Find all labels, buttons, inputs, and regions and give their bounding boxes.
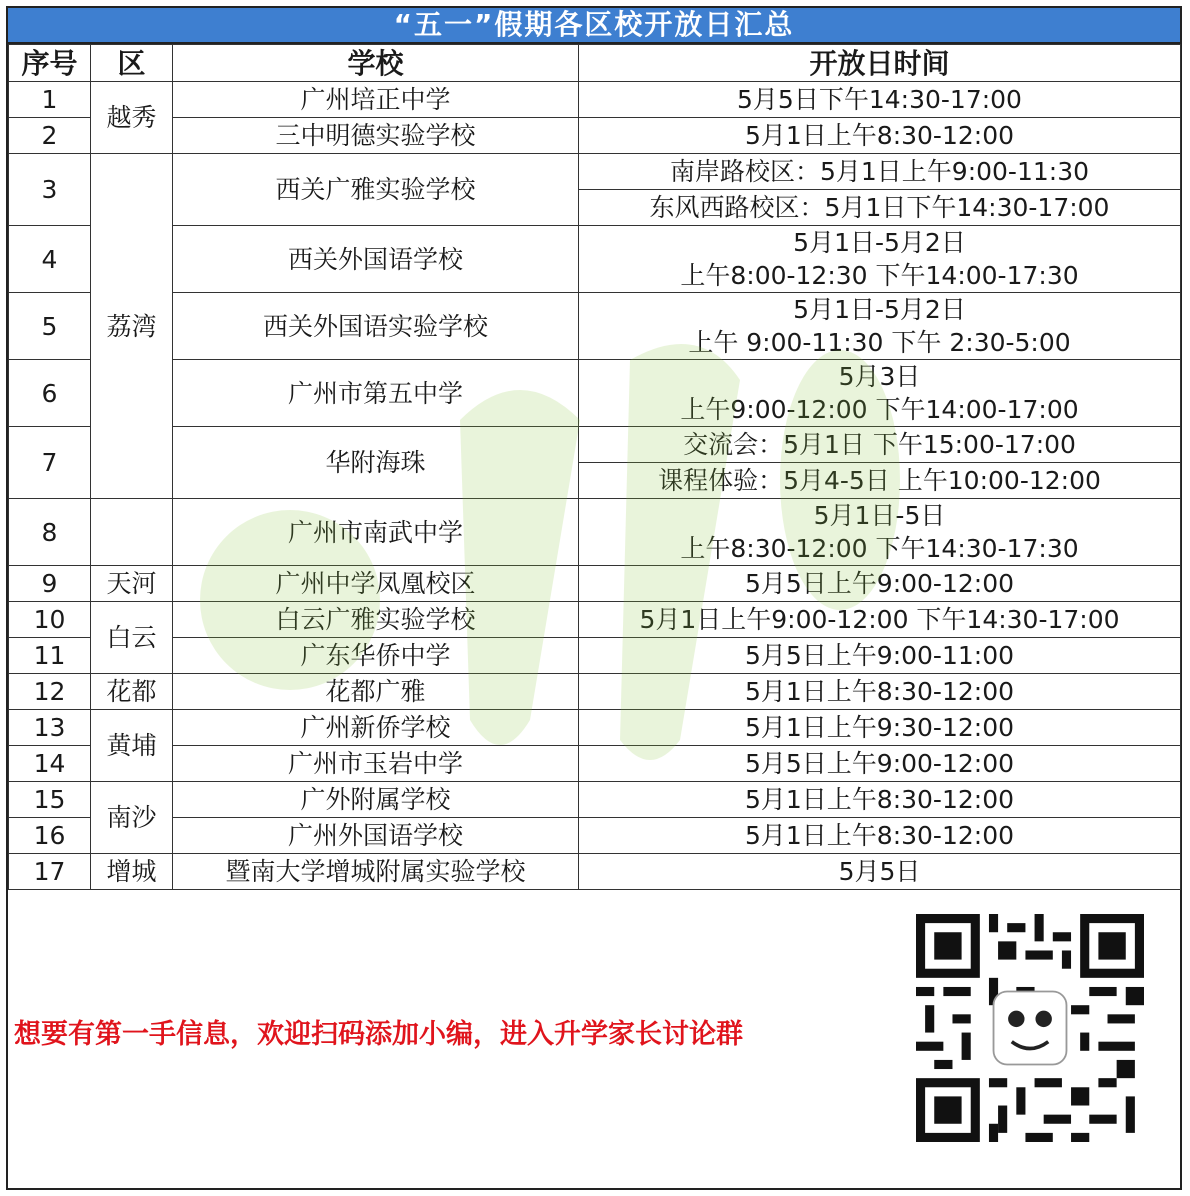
row-no: 13 <box>9 710 91 746</box>
row-district: 荔湾 <box>91 154 173 499</box>
row-time: 5月1日上午8:30-12:00 <box>579 118 1181 154</box>
header-row <box>9 45 1181 82</box>
row-district: 南沙 <box>91 782 173 854</box>
row-no: 3 <box>9 154 91 226</box>
row-no: 14 <box>9 746 91 782</box>
row-time-line: 5月3日 <box>838 362 921 391</box>
row-no: 17 <box>9 854 91 890</box>
row-district: 越秀 <box>91 82 173 154</box>
row-school: 广州培正中学 <box>173 82 579 118</box>
row-no: 12 <box>9 674 91 710</box>
row-time: 5月5日下午14:30-17:00 <box>579 82 1181 118</box>
row-school: 广州市南武中学 <box>173 499 579 566</box>
header-district: 区 <box>91 45 173 82</box>
row-no: 11 <box>9 638 91 674</box>
table-row <box>9 674 1181 710</box>
table-row <box>9 118 1181 154</box>
row-no: 16 <box>9 818 91 854</box>
row-district: 增城 <box>91 854 173 890</box>
row-school: 广外附属学校 <box>173 782 579 818</box>
row-school: 白云广雅实验学校 <box>173 602 579 638</box>
row-time-line: 上午9:00-12:00 下午14:00-17:00 <box>680 395 1079 424</box>
row-district <box>91 499 173 566</box>
row-no: 5 <box>9 293 91 360</box>
row-no: 15 <box>9 782 91 818</box>
open-day-table <box>8 44 1181 890</box>
row-school: 广州市第五中学 <box>173 360 579 427</box>
table-row <box>9 566 1181 602</box>
row-no: 7 <box>9 427 91 499</box>
row-time: 5月1日上午9:30-12:00 <box>579 710 1181 746</box>
row-school: 暨南大学增城附属实验学校 <box>173 854 579 890</box>
table-row <box>9 854 1181 890</box>
row-time-line: 上午8:30-12:00 下午14:30-17:30 <box>680 534 1079 563</box>
row-time: 5月5日上午9:00-12:00 <box>579 746 1181 782</box>
table-row <box>9 818 1181 854</box>
row-time-line: 5月1日-5月2日 <box>793 228 966 257</box>
sheet-title: “五一”假期各区校开放日汇总 <box>8 8 1180 44</box>
row-no: 4 <box>9 226 91 293</box>
table-row <box>9 427 1181 463</box>
row-no: 8 <box>9 499 91 566</box>
row-time <box>579 293 1181 360</box>
row-time: 5月1日上午8:30-12:00 <box>579 674 1181 710</box>
row-time-line: 上午 9:00-11:30 下午 2:30-5:00 <box>688 328 1071 357</box>
row-time <box>579 360 1181 427</box>
qr-code-icon[interactable] <box>916 914 1144 1142</box>
table-row <box>9 782 1181 818</box>
row-school: 广州新侨学校 <box>173 710 579 746</box>
table-row <box>9 154 1181 190</box>
table-row <box>9 638 1181 674</box>
row-time: 南岸路校区：5月1日上午9:00-11:30 <box>579 154 1181 190</box>
row-no: 10 <box>9 602 91 638</box>
row-no: 2 <box>9 118 91 154</box>
header-no: 序号 <box>9 45 91 82</box>
row-time-line: 5月1日-5月2日 <box>793 295 966 324</box>
table-row <box>9 82 1181 118</box>
row-school: 广东华侨中学 <box>173 638 579 674</box>
table-row <box>9 746 1181 782</box>
header-time: 开放日时间 <box>579 45 1181 82</box>
row-time <box>579 226 1181 293</box>
row-no: 6 <box>9 360 91 427</box>
row-time: 5月1日上午8:30-12:00 <box>579 782 1181 818</box>
table-row <box>9 710 1181 746</box>
row-school: 西关广雅实验学校 <box>173 154 579 226</box>
row-district: 白云 <box>91 602 173 674</box>
row-time: 5月1日上午9:00-12:00 下午14:30-17:00 <box>579 602 1181 638</box>
row-school: 西关外国语实验学校 <box>173 293 579 360</box>
row-time: 交流会：5月1日 下午15:00-17:00 <box>579 427 1181 463</box>
row-school: 花都广雅 <box>173 674 579 710</box>
row-time: 5月5日 <box>579 854 1181 890</box>
row-time: 5月1日上午8:30-12:00 <box>579 818 1181 854</box>
row-district: 黄埔 <box>91 710 173 782</box>
promo-text: 想要有第一手信息，欢迎扫码添加小编，进入升学家长讨论群 <box>14 1019 743 1050</box>
row-district: 天河 <box>91 566 173 602</box>
footer <box>8 890 1180 1172</box>
header-school: 学校 <box>173 45 579 82</box>
row-school: 广州外国语学校 <box>173 818 579 854</box>
row-school: 华附海珠 <box>173 427 579 499</box>
row-school: 广州中学凤凰校区 <box>173 566 579 602</box>
row-school: 三中明德实验学校 <box>173 118 579 154</box>
summary-sheet <box>6 6 1182 1190</box>
row-time <box>579 499 1181 566</box>
row-district: 花都 <box>91 674 173 710</box>
row-time: 东风西路校区：5月1日下午14:30-17:00 <box>579 190 1181 226</box>
row-time: 5月5日上午9:00-11:00 <box>579 638 1181 674</box>
row-school: 西关外国语学校 <box>173 226 579 293</box>
row-no: 9 <box>9 566 91 602</box>
row-time: 5月5日上午9:00-12:00 <box>579 566 1181 602</box>
table-row <box>9 602 1181 638</box>
row-school: 广州市玉岩中学 <box>173 746 579 782</box>
row-time: 课程体验：5月4-5日 上午10:00-12:00 <box>579 463 1181 499</box>
row-no: 1 <box>9 82 91 118</box>
row-time-line: 5月1日-5日 <box>813 501 946 530</box>
row-time-line: 上午8:00-12:30 下午14:00-17:30 <box>680 261 1079 290</box>
